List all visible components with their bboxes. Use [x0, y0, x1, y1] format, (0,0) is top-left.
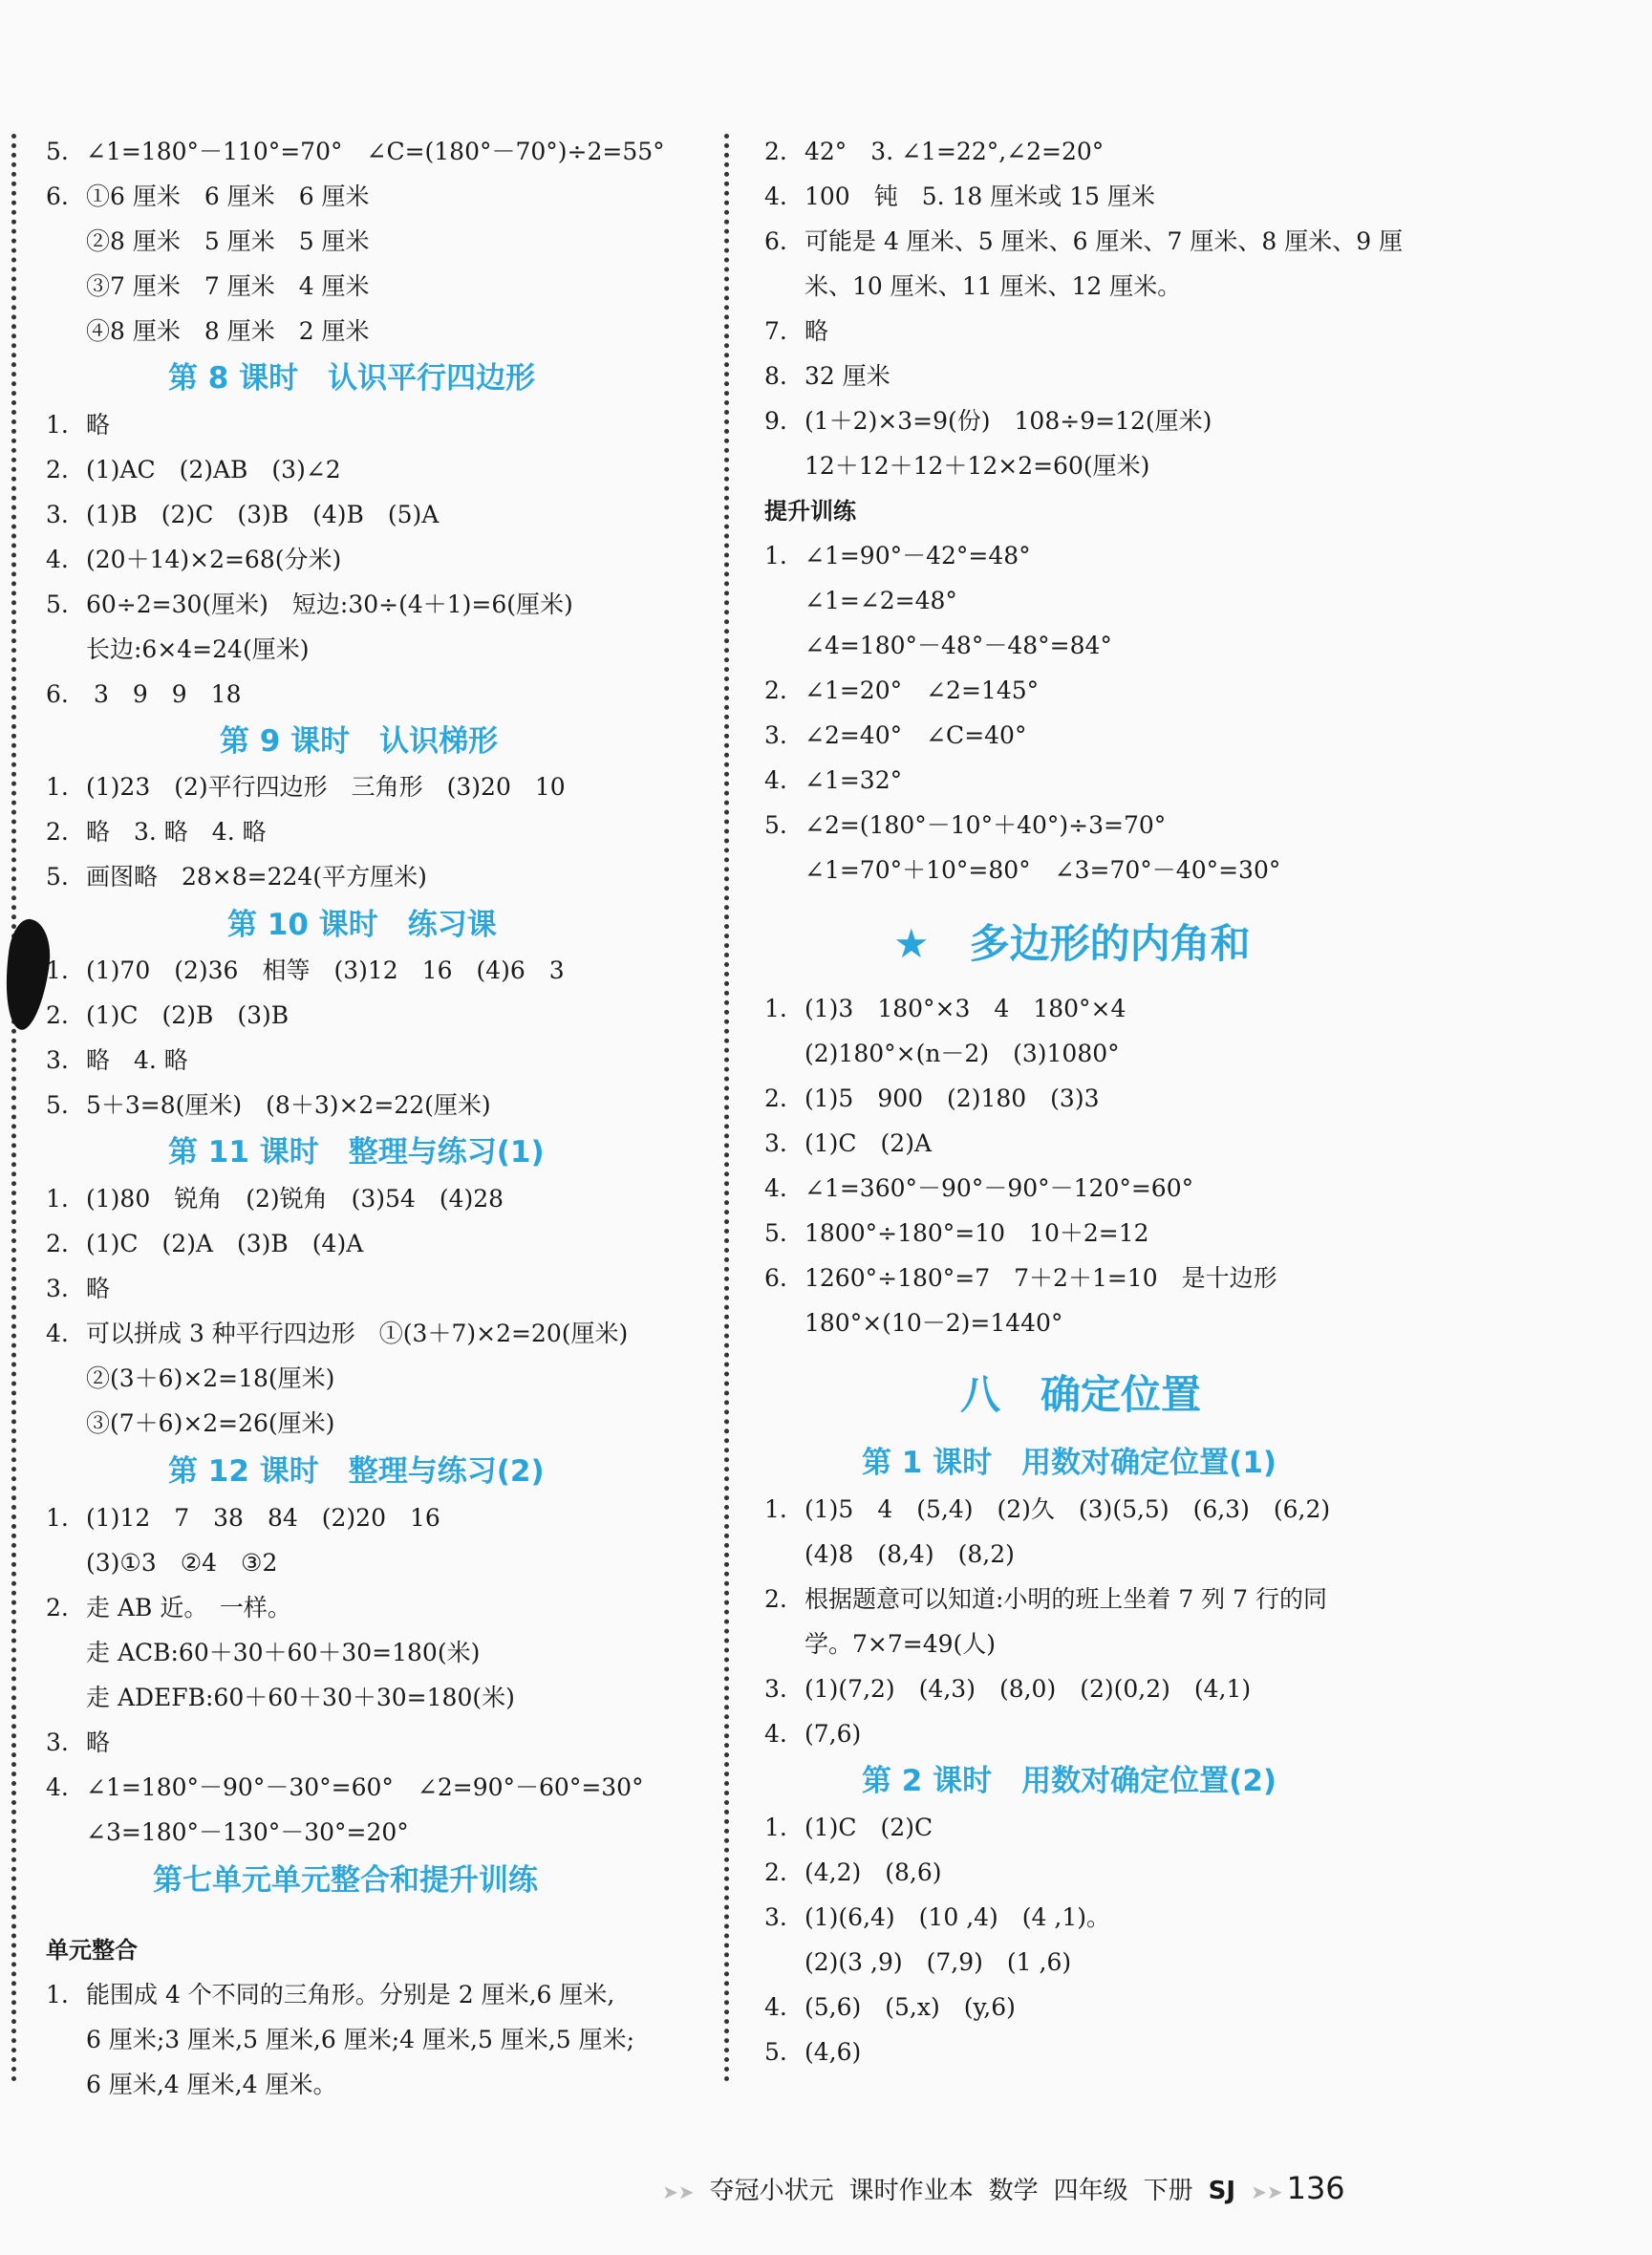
answer-number: 2. — [764, 1085, 787, 1112]
answer-number: 2. — [46, 1594, 69, 1621]
answer-number: 1. — [46, 1981, 69, 2008]
subsection-label: 单元整合 — [46, 1937, 138, 1964]
answer-number: 1. — [764, 1495, 787, 1523]
answer-number: 6. — [764, 1264, 787, 1292]
section-heading: ★ 多边形的内角和 — [893, 920, 1251, 967]
footer-edition: SJ — [1208, 2177, 1236, 2205]
answer-text: 根据题意可以知道:小明的班上坐着 7 列 7 行的同 — [805, 1585, 1328, 1613]
answer-text: 1260°÷180°=7 7＋2＋1=10 是十边形 — [805, 1264, 1277, 1292]
footer-brand: 夺冠小状元 — [709, 2177, 834, 2205]
section-heading: 第 9 课时 认识梯形 — [220, 724, 499, 759]
answer-text: (1)(6,4) (10 ,4) (4 ,1)。 — [805, 1903, 1111, 1931]
answer-text: 略 — [86, 1275, 111, 1302]
answer-text: 180°×(10－2)=1440° — [805, 1309, 1063, 1337]
answer-text: 走 ACB:60＋30＋60＋30=180(米) — [86, 1639, 481, 1666]
answer-text: 可以拼成 3 种平行四边形 ①(3＋7)×2=20(厘米) — [86, 1320, 629, 1347]
answer-text: (1)5 900 (2)180 (3)3 — [805, 1085, 1100, 1112]
answer-text: (1)80 锐角 (2)锐角 (3)54 (4)28 — [86, 1185, 504, 1213]
answer-number: 3. — [46, 501, 69, 528]
answer-number: 6. — [46, 183, 69, 210]
answer-number: 1. — [46, 1504, 69, 1532]
center-divider-dots — [724, 134, 729, 2083]
section-heading: 第七单元单元整合和提升训练 — [153, 1863, 538, 1898]
answer-number: 1. — [46, 773, 69, 801]
answer-number: 1. — [764, 542, 787, 569]
answer-number: 5. — [46, 1091, 69, 1119]
answer-number: 3. — [46, 1046, 69, 1074]
answer-text: 走 ADEFB:60＋60＋30＋30=180(米) — [86, 1684, 515, 1711]
answer-number: 3. — [764, 1903, 787, 1931]
answer-text: 略 4. 略 — [86, 1046, 188, 1074]
answer-text: (2)(3 ,9) (7,9) (1 ,6) — [805, 1948, 1072, 1976]
answer-number: 4. — [764, 766, 787, 794]
answer-number: 5. — [764, 811, 787, 839]
answer-text: 1800°÷180°=10 10＋2=12 — [805, 1219, 1149, 1247]
answer-number: 2. — [46, 456, 69, 483]
answer-text: 可能是 4 厘米、5 厘米、6 厘米、7 厘米、8 厘米、9 厘 — [805, 227, 1404, 255]
section-heading: 第 11 课时 整理与练习(1) — [168, 1135, 545, 1170]
answer-text: (1)B (2)C (3)B (4)B (5)A — [86, 501, 440, 528]
answer-number: 4. — [764, 1720, 787, 1748]
subsection-label: 提升训练 — [764, 498, 856, 525]
answer-text: ②(3＋6)×2=18(厘米) — [86, 1364, 335, 1392]
answer-text: ∠1=32° — [805, 766, 903, 794]
answer-number: 4. — [46, 1320, 69, 1347]
answer-text: ∠1=360°－90°－90°－120°=60° — [805, 1174, 1194, 1202]
section-heading: 第 1 课时 用数对确定位置(1) — [862, 1446, 1277, 1480]
answer-number: 3. — [764, 1675, 787, 1703]
answer-number: 5. — [764, 2038, 787, 2066]
answer-text: ③7 厘米 7 厘米 4 厘米 — [86, 272, 370, 300]
answer-number: 1. — [764, 995, 787, 1022]
answer-text: ②8 厘米 5 厘米 5 厘米 — [86, 227, 370, 255]
answer-number: 3. — [46, 1729, 69, 1756]
answer-number: 4. — [764, 183, 787, 210]
answer-number: 6. — [46, 680, 69, 708]
answer-text: 学。7×7=49(人) — [805, 1630, 997, 1658]
section-heading: 八 确定位置 — [960, 1371, 1202, 1418]
answer-number: 7. — [764, 317, 787, 345]
answer-text: 60÷2=30(厘米) 短边:30÷(4＋1)=6(厘米) — [86, 591, 573, 618]
answer-number: 3. — [46, 1275, 69, 1302]
answer-number: 1. — [46, 411, 69, 439]
left-binding-dots — [11, 134, 16, 2083]
footer-grade: 四年级 — [1053, 2177, 1128, 2205]
answer-number: 1. — [764, 1814, 787, 1841]
answer-number: 1. — [46, 1185, 69, 1213]
answer-text: 3 9 9 18 — [86, 680, 242, 708]
footer-term: 下册 — [1143, 2177, 1193, 2205]
answer-number: 2. — [46, 1230, 69, 1257]
answer-text: ∠1=180°－90°－30°=60° ∠2=90°－60°=30° — [86, 1773, 644, 1801]
answer-number: 3. — [764, 721, 787, 749]
answer-text: (1)12 7 38 84 (2)20 16 — [86, 1504, 440, 1532]
answer-number: 5. — [46, 591, 69, 618]
answer-text: (1)C (2)A (3)B (4)A — [86, 1230, 364, 1257]
answer-text: 6 厘米,4 厘米,4 厘米。 — [86, 2071, 337, 2098]
answer-number: 2. — [46, 818, 69, 846]
answer-number: 6. — [764, 227, 787, 255]
answer-number: 2. — [764, 676, 787, 704]
answer-text: 略 3. 略 4. 略 — [86, 818, 267, 846]
answer-text: ∠3=180°－130°－30°=20° — [86, 1818, 409, 1846]
footer-arrows-icon: ➤➤ — [662, 2180, 695, 2203]
answer-text: 米、10 厘米、11 厘米、12 厘米。 — [805, 272, 1182, 300]
answer-number: 1. — [46, 956, 69, 984]
answer-text: 42° 3. ∠1=22°,∠2=20° — [805, 138, 1105, 165]
answer-text: 略 — [86, 411, 111, 439]
answer-text: ∠2=(180°－10°＋40°)÷3=70° — [805, 811, 1167, 839]
page-number: 136 — [1286, 2170, 1345, 2206]
answer-text: (4)8 (8,4) (8,2) — [805, 1540, 1015, 1568]
answer-text: (1＋2)×3=9(份) 108÷9=12(厘米) — [805, 407, 1212, 435]
answer-number: 4. — [764, 1993, 787, 2021]
answer-text: 略 — [86, 1729, 111, 1756]
answer-text: ∠1=∠2=48° — [805, 587, 957, 614]
answer-text: (1)70 (2)36 相等 (3)12 16 (4)6 3 — [86, 956, 565, 984]
answer-text: ∠1=180°－110°=70° ∠C=(180°－70°)÷2=55° — [86, 138, 665, 165]
answer-number: 5. — [764, 1219, 787, 1247]
answer-number: 4. — [764, 1174, 787, 1202]
answer-text: (1)(7,2) (4,3) (8,0) (2)(0,2) (4,1) — [805, 1675, 1252, 1703]
answer-text: (4,6) — [805, 2038, 862, 2066]
answer-text: 100 钝 5. 18 厘米或 15 厘米 — [805, 183, 1155, 210]
answer-text: ∠1=90°－42°=48° — [805, 542, 1031, 569]
answer-number: 2. — [764, 1858, 787, 1886]
section-heading: 第 2 课时 用数对确定位置(2) — [862, 1764, 1277, 1798]
answer-text: (4,2) (8,6) — [805, 1858, 942, 1886]
answer-text: (1)AC (2)AB (3)∠2 — [86, 456, 341, 483]
answer-text: ∠2=40° ∠C=40° — [805, 721, 1027, 749]
answer-text: 走 AB 近。 一样。 — [86, 1594, 291, 1621]
answer-text: 略 — [805, 317, 829, 345]
answer-text: (1)5 4 (5,4) (2)久 (3)(5,5) (6,3) (6,2) — [805, 1495, 1331, 1523]
answer-text: ①6 厘米 6 厘米 6 厘米 — [86, 183, 370, 210]
answer-text: (1)C (2)A — [805, 1129, 933, 1157]
answer-text: 画图略 28×8=224(平方厘米) — [86, 863, 427, 891]
answer-text: (1)23 (2)平行四边形 三角形 (3)20 10 — [86, 773, 566, 801]
answer-text: (1)C (2)C — [805, 1814, 933, 1841]
answer-text: 32 厘米 — [805, 362, 890, 390]
answer-number: 8. — [764, 362, 787, 390]
answer-text: (20＋14)×2=68(分米) — [86, 546, 342, 573]
footer-book: 课时作业本 — [848, 2177, 974, 2205]
answer-number: 5. — [46, 138, 69, 165]
answer-text: (2)180°×(n－2) (3)1080° — [805, 1040, 1120, 1067]
answer-text: 5＋3=8(厘米) (8＋3)×2=22(厘米) — [86, 1091, 491, 1119]
answer-text: ∠1=20° ∠2=145° — [805, 676, 1040, 704]
answer-text: (1)3 180°×3 4 180°×4 — [805, 995, 1126, 1022]
section-heading: 第 8 课时 认识平行四边形 — [168, 361, 536, 396]
answer-text: ④8 厘米 8 厘米 2 厘米 — [86, 317, 370, 345]
answer-text: 6 厘米;3 厘米,5 厘米,6 厘米;4 厘米,5 厘米,5 厘米; — [86, 2026, 635, 2053]
answer-number: 9. — [764, 407, 787, 435]
footer-subject: 数学 — [988, 2177, 1039, 2205]
answer-number: 2. — [764, 138, 787, 165]
answer-text: (1)C (2)B (3)B — [86, 1001, 290, 1029]
answer-text: 能围成 4 个不同的三角形。分别是 2 厘米,6 厘米, — [86, 1981, 615, 2008]
answer-text: (3)①3 ②4 ③2 — [86, 1549, 278, 1577]
answer-number: 5. — [46, 863, 69, 891]
section-heading: 第 10 课时 练习课 — [227, 908, 497, 942]
answer-text: ∠4=180°－48°－48°=84° — [805, 632, 1112, 659]
answer-text: (5,6) (5,x) (y,6) — [805, 1993, 1016, 2021]
answer-number: 3. — [764, 1129, 787, 1157]
answer-text: 长边:6×4=24(厘米) — [86, 635, 310, 663]
page-footer — [631, 2125, 1361, 2206]
answer-text: ③(7＋6)×2=26(厘米) — [86, 1409, 335, 1437]
answer-text: ∠1=70°＋10°=80° ∠3=70°－40°=30° — [805, 856, 1281, 884]
section-heading: 第 12 课时 整理与练习(2) — [168, 1454, 545, 1489]
answer-text: (7,6) — [805, 1720, 862, 1748]
answer-number: 2. — [764, 1585, 787, 1613]
answer-number: 4. — [46, 1773, 69, 1801]
answer-number: 2. — [46, 1001, 69, 1029]
footer-arrows-icon-2: ➤➤ — [1251, 2180, 1283, 2203]
answer-number: 4. — [46, 546, 69, 573]
answer-text: 12＋12＋12＋12×2=60(厘米) — [805, 452, 1150, 480]
